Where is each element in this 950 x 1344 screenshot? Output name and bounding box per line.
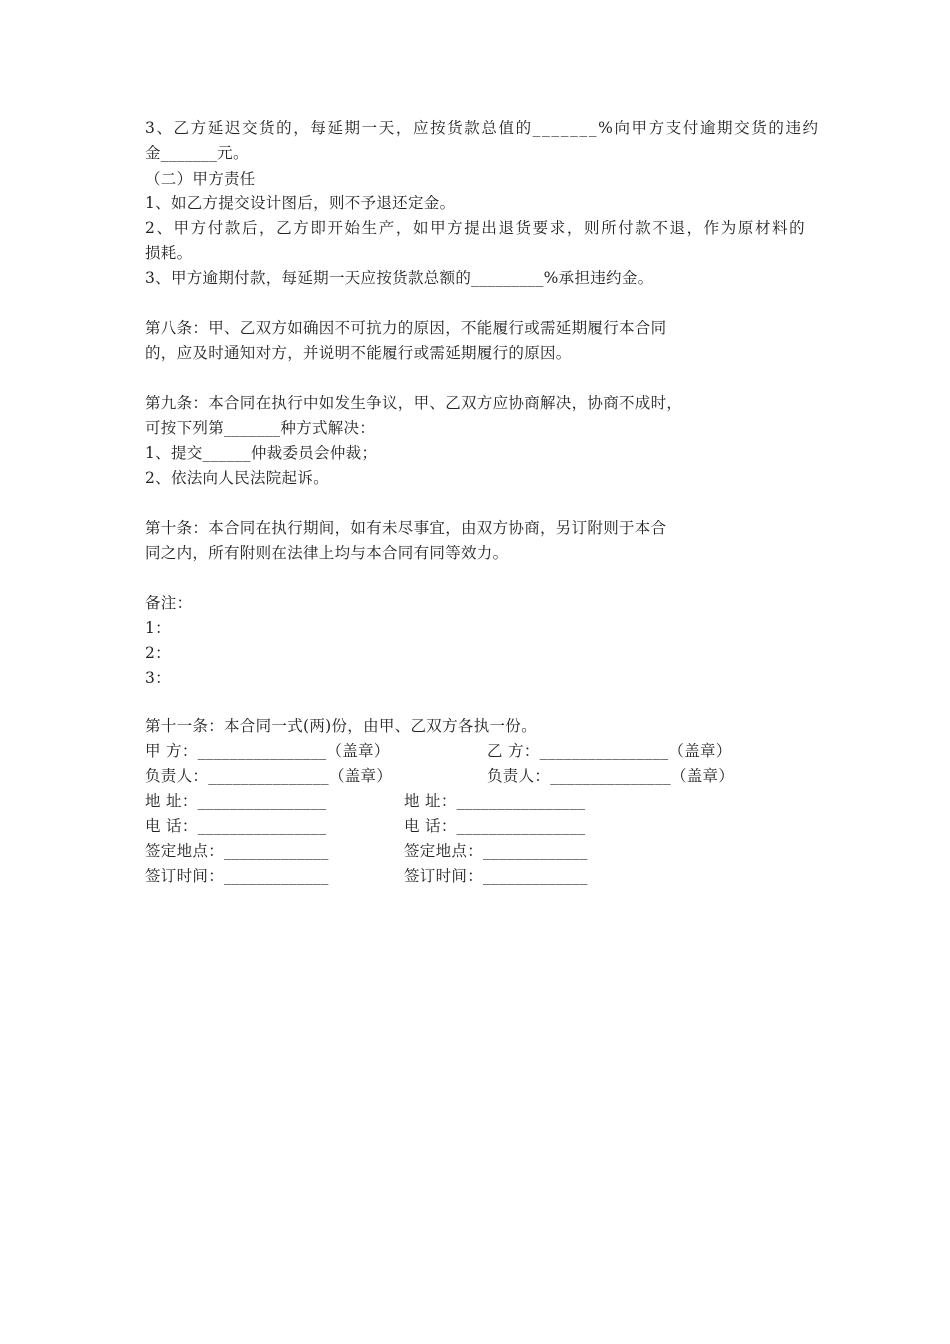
party-a-heading: （二）甲方责任	[145, 170, 256, 188]
party-a-address: 地 址：________________	[145, 792, 327, 810]
party-b-signature: 乙 方：________________（盖章）	[487, 742, 732, 760]
party-a-item2-line1: 2、甲方付款后，乙方即开始生产，如甲方提出退货要求，则所付款不退，作为原材料的	[145, 219, 807, 237]
article8-line2: 的，应及时通知对方，并说明不能履行或需延期履行的原因。	[145, 344, 572, 362]
party-a-item1: 1、如乙方提交设计图后，则不予退还定金。	[145, 194, 456, 212]
liability-item3-line2: 金_______元。	[145, 144, 249, 162]
party-a-representative: 负责人：_______________（盖章）	[145, 767, 393, 785]
article9-line1: 第九条：本合同在执行中如发生争议，甲、乙双方应协商解决，协商不成时，	[145, 394, 683, 412]
party-a-signing-date: 签订时间：_____________	[145, 867, 329, 885]
article10-line2: 同之内，所有附则在法律上均与本合同有同等效力。	[145, 544, 509, 562]
party-a-signing-place: 签定地点：_____________	[145, 842, 329, 860]
party-b-phone: 电 话：________________	[404, 817, 586, 835]
article8-line1: 第八条：甲、乙双方如确因不可抗力的原因，不能履行或需延期履行本合同	[145, 319, 667, 337]
article11-line1: 第十一条：本合同一式(两)份，由甲、乙双方各执一份。	[145, 717, 537, 735]
article9-option2: 2、依法向人民法院起诉。	[145, 469, 329, 487]
article10-line1: 第十条：本合同在执行期间，如有未尽事宜，由双方协商，另订附则于本合	[145, 519, 667, 537]
party-a-item3: 3、甲方逾期付款，每延期一天应按货款总额的_________%承担违约金。	[145, 269, 654, 287]
note-2: 2：	[145, 644, 171, 662]
party-b-signing-date: 签订时间：_____________	[404, 867, 588, 885]
note-3: 3：	[145, 669, 171, 687]
article9-line2: 可按下列第_______种方式解决：	[145, 419, 376, 437]
notes-label: 备注：	[145, 594, 193, 612]
party-a-item2-line2: 损耗。	[145, 244, 193, 262]
party-b-signing-place: 签定地点：_____________	[404, 842, 588, 860]
liability-item3-line1: 3、乙方延迟交货的，每延期一天，应按货款总值的_______%向甲方支付逾期交货的违约	[145, 119, 820, 137]
party-a-signature: 甲 方：________________（盖章）	[145, 742, 390, 760]
party-b-address: 地 址：________________	[404, 792, 586, 810]
party-a-phone: 电 话：________________	[145, 817, 327, 835]
party-b-representative: 负责人：_______________（盖章）	[487, 767, 735, 785]
note-1: 1：	[145, 619, 171, 637]
article9-option1: 1、提交______仲裁委员会仲裁；	[145, 444, 378, 462]
